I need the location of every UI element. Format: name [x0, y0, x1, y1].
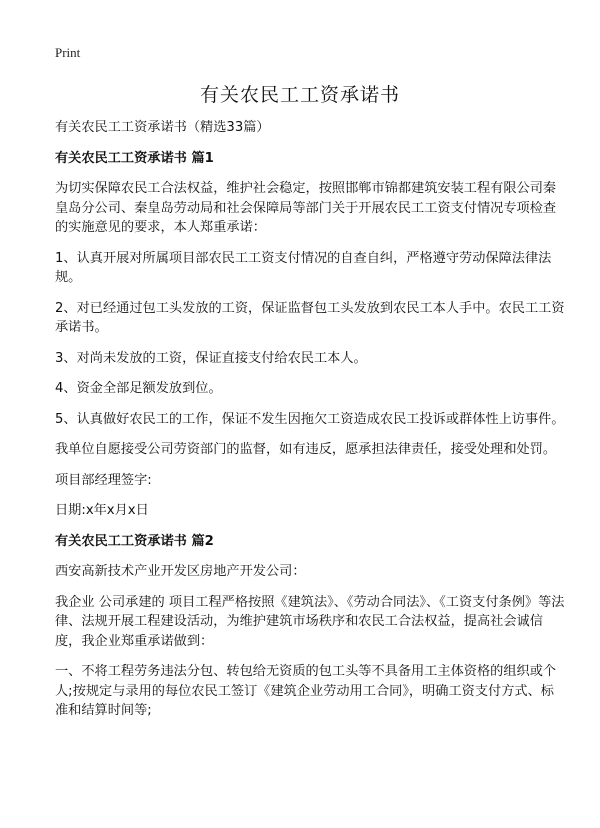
document-subtitle: 有关农民工工资承诺书（精选33篇） [55, 120, 270, 135]
paragraph: 我单位自愿接受公司劳资部门的监督，如有违反，愿承担法律责任，接受处理和处罚。 [55, 442, 557, 457]
paragraph: 5、认真做好农民工的工作，保证不发生因拖欠工资造成农民工投诉或群体性上访事件。 [55, 411, 565, 427]
section-heading: 有关农民工工资承诺书 篇1 [55, 150, 214, 166]
paragraph: 我企业 公司承建的 项目工程严格按照《建筑法》、《劳动合同法》、《工资支付条例》等法律、法规开展工程建设活动，为维护建筑市场秩序和农民工合法权益，提高社会诚信度，我企业郑重承诺做到： [55, 594, 565, 649]
section-1 [55, 149, 565, 521]
paragraph: 西安高新技术产业开发区房地产开发公司： [55, 564, 306, 579]
date-line: 日期:x年x月x日 [55, 503, 149, 518]
document-body [55, 118, 565, 732]
document-title: 有关农民工工资承诺书 [199, 84, 400, 106]
section-heading: 有关农民工工资承诺书 篇2 [55, 533, 214, 549]
paragraph: 2、对已经通过包工头发放的工资，保证监督包工头发放到农民工本人手中。农民工工资承诺书。 [55, 300, 565, 335]
paragraph: 1、认真开展对所属项目部农民工工资支付情况的自查自纠，严格遵守劳动保障法律法规。 [55, 250, 552, 285]
signature-line: 项目部经理签字: [55, 472, 152, 488]
section-2 [55, 532, 565, 721]
paragraph: 一、不将工程劳务违法分包、转包给无资质的包工头等不具备用工主体资格的组织或个人;按规定与录用的每位农民工签订《建筑企业劳动用工合同》，明确工资支付方式、标准和结算时间等; [55, 664, 557, 718]
paragraph: 为切实保障农民工合法权益，维护社会稳定，按照邯郸市锦都建筑安装工程有限公司秦皇岛分公司、秦皇岛劳动局和社会保障局等部门关于开展农民工工资支付情况专项检查的实施意见的要求，本人郑重承诺： [55, 181, 557, 235]
paragraph: 3、对尚未发放的工资，保证直接支付给农民工本人。 [55, 350, 367, 366]
print-label: Print [55, 45, 81, 60]
paragraph: 4、资金全部足额发放到位。 [55, 381, 222, 396]
